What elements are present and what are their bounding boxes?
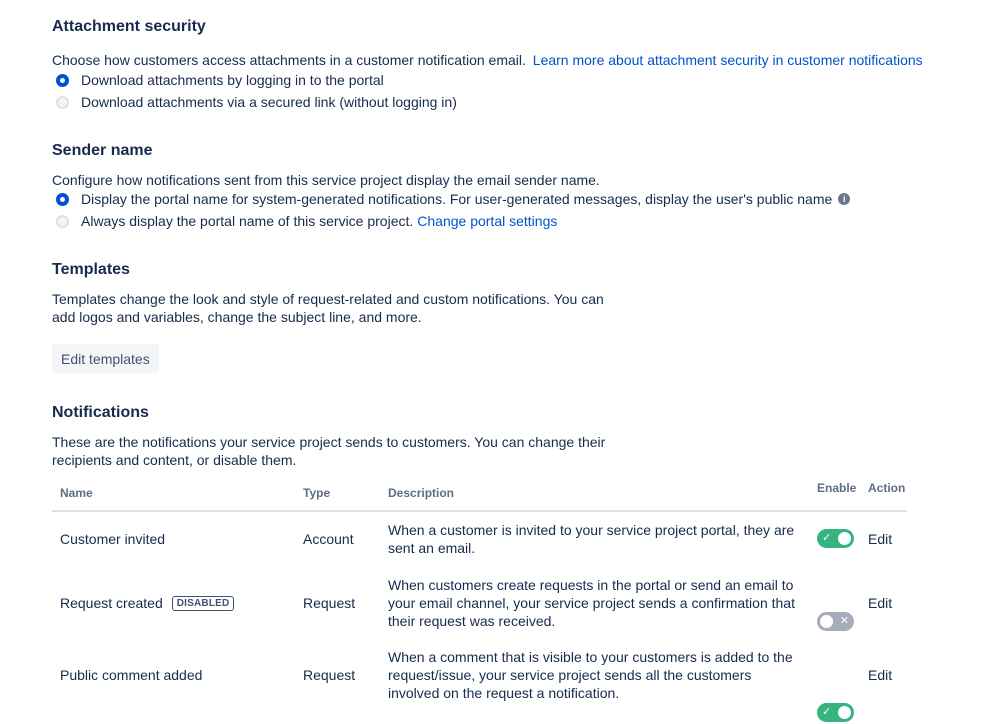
- edit-link[interactable]: Edit: [868, 667, 893, 683]
- attachment-option-login[interactable]: [56, 70, 457, 90]
- sender-option-label: Display the portal name for system-generated notifications. For user-generated messages, display the user's public name: [81, 191, 833, 207]
- sender-option-always[interactable]: [56, 211, 850, 231]
- info-icon[interactable]: i: [838, 193, 850, 205]
- sender-radio-group: [56, 189, 850, 231]
- edit-templates-button[interactable]: Edit templates: [52, 344, 159, 373]
- sender-option-display[interactable]: [56, 189, 850, 209]
- notification-name-group: [60, 594, 234, 612]
- enable-toggle[interactable]: [817, 529, 854, 548]
- column-header-name: Name: [60, 486, 93, 500]
- notification-description: When a comment that is visible to your customers is added to the request/issue, your service project sends all the customers involved on the request a notification.: [388, 649, 793, 701]
- radio-unselected[interactable]: [56, 215, 69, 228]
- table-header-divider: [52, 510, 907, 512]
- check-icon: ✓: [822, 706, 832, 718]
- attachment-option-link[interactable]: [56, 92, 457, 112]
- notification-type: Account: [303, 531, 354, 547]
- column-header-description: Description: [388, 486, 455, 500]
- notification-name: Customer invited: [60, 531, 166, 547]
- notification-type: Request: [303, 595, 356, 611]
- disabled-badge: DISABLED: [172, 596, 235, 611]
- attachment-intro-text: Choose how customers access attachments in a customer notification email.: [52, 52, 526, 68]
- sender-name-heading: Sender name: [52, 142, 153, 159]
- templates-body-line1: Templates change the look and style of request-related and custom notifications. You can: [52, 291, 604, 307]
- change-portal-settings-link[interactable]: Change portal settings: [417, 213, 558, 229]
- notification-type: Request: [303, 667, 356, 683]
- edit-link[interactable]: Edit: [868, 531, 893, 547]
- attachment-security-heading: Attachment security: [52, 18, 206, 35]
- notifications-heading: Notifications: [52, 404, 149, 421]
- attachment-intro: [52, 51, 923, 69]
- column-header-action: Action: [868, 481, 906, 495]
- notification-name: Public comment added: [60, 667, 203, 683]
- notification-description: When customers create requests in the portal or send an email to your email channel, your service project sends a confirmation that their request was received.: [388, 577, 795, 629]
- learn-more-link[interactable]: Learn more about attachment security in customer notifications: [532, 52, 923, 68]
- sender-intro: Configure how notifications sent from this service project display the email sender name.: [52, 172, 600, 188]
- notifications-body-line2: recipients and content, or disable them.: [52, 452, 297, 468]
- attachment-option-label: Download attachments by logging in to the portal: [81, 72, 384, 88]
- enable-toggle[interactable]: [817, 703, 854, 722]
- radio-unselected[interactable]: [56, 96, 69, 109]
- templates-body-line2: add logos and variables, change the subject line, and more.: [52, 309, 422, 325]
- sender-option-label: Always display the portal name of this service project.: [81, 213, 414, 229]
- column-header-enable: Enable: [817, 481, 857, 495]
- notification-name: Request created: [60, 595, 163, 611]
- radio-selected[interactable]: [56, 74, 69, 87]
- attachment-option-label: Download attachments via a secured link (without logging in): [81, 94, 457, 110]
- templates-heading: Templates: [52, 261, 130, 278]
- notifications-body-line1: These are the notifications your service project sends to customers. You can change their: [52, 434, 606, 450]
- radio-selected[interactable]: [56, 193, 69, 206]
- notification-description: When a customer is invited to your service project portal, they are sent an email.: [388, 522, 795, 556]
- attachment-radio-group: [56, 70, 457, 112]
- check-icon: ✓: [822, 532, 832, 544]
- x-icon: ✕: [839, 615, 849, 627]
- edit-link[interactable]: Edit: [868, 595, 893, 611]
- column-header-type: Type: [303, 486, 331, 500]
- enable-toggle[interactable]: [817, 612, 854, 631]
